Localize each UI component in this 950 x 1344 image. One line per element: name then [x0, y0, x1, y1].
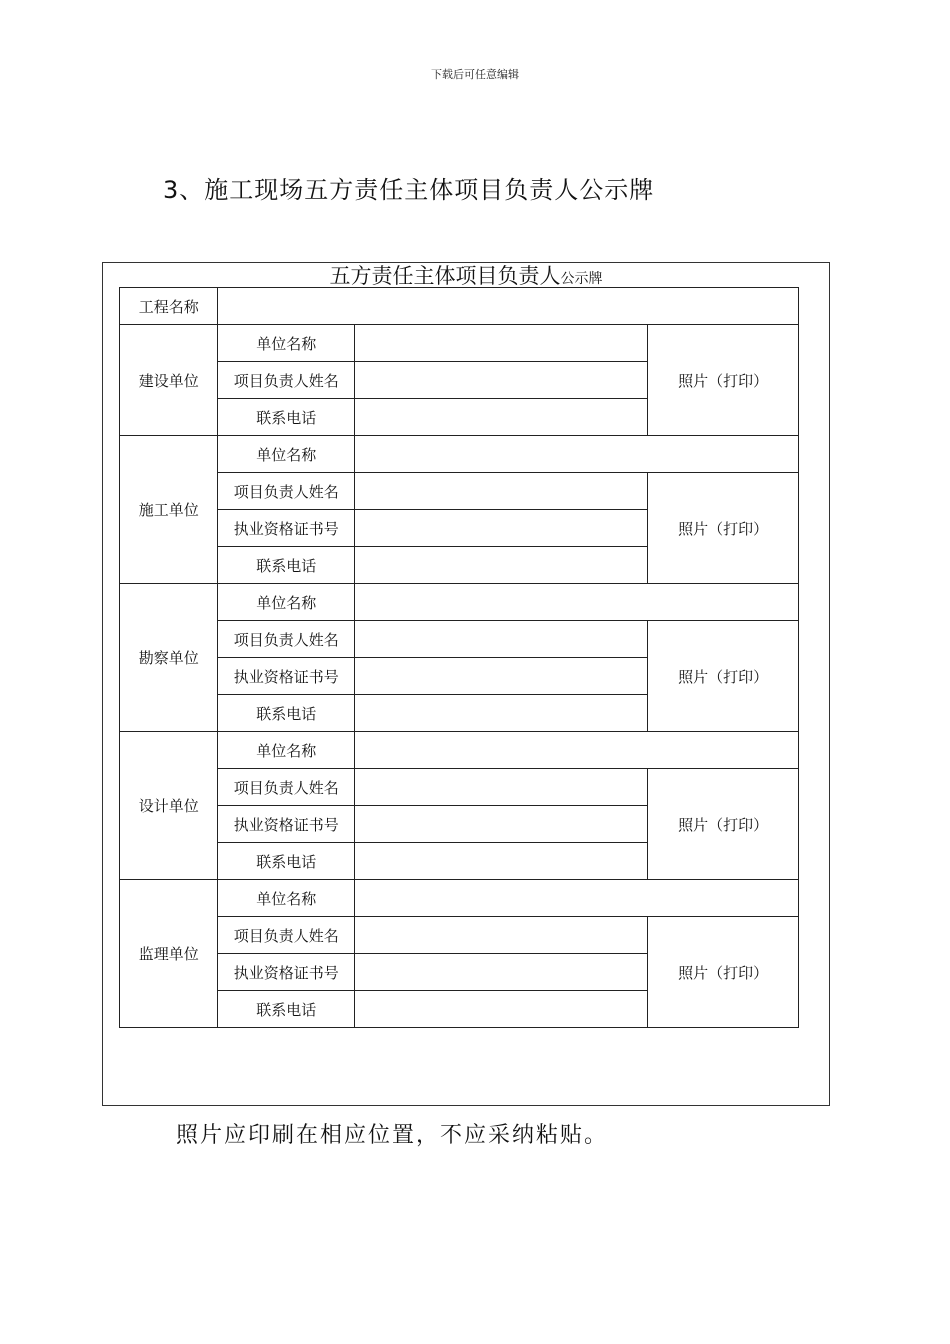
phone-label: 联系电话 — [218, 547, 355, 584]
table-row — [120, 473, 799, 510]
phone-label: 联系电话 — [218, 991, 355, 1028]
unit-name-field[interactable] — [355, 880, 799, 917]
project-name-label: 工程名称 — [120, 288, 218, 325]
phone-field[interactable] — [355, 843, 648, 880]
unit-name-label: 单位名称 — [218, 584, 355, 621]
table-row — [120, 436, 799, 473]
cert-no-field[interactable] — [355, 510, 648, 547]
unit-name-label: 单位名称 — [218, 436, 355, 473]
unit-label-supervision: 监理单位 — [120, 880, 218, 1028]
table-row — [120, 325, 799, 362]
phone-field[interactable] — [355, 399, 648, 436]
table-row — [120, 880, 799, 917]
table-row — [120, 769, 799, 806]
photo-placeholder: 照片（打印） — [648, 325, 799, 436]
cert-no-field[interactable] — [355, 806, 648, 843]
cert-no-label: 执业资格证书号 — [218, 806, 355, 843]
responsibility-table — [119, 287, 799, 1028]
unit-name-field[interactable] — [355, 732, 799, 769]
footnote: 照片应印刷在相应位置，不应采纳粘贴。 — [176, 1123, 609, 1148]
board-title-suffix: 公示牌 — [560, 271, 603, 287]
phone-label: 联系电话 — [218, 695, 355, 732]
manager-name-label: 项目负责人姓名 — [218, 621, 355, 658]
cert-no-label: 执业资格证书号 — [218, 658, 355, 695]
unit-name-field[interactable] — [355, 436, 799, 473]
unit-name-label: 单位名称 — [218, 880, 355, 917]
phone-label: 联系电话 — [218, 399, 355, 436]
phone-field[interactable] — [355, 695, 648, 732]
table-row — [120, 621, 799, 658]
header-note: 下载后可任意编辑 — [431, 68, 519, 81]
unit-name-label: 单位名称 — [218, 325, 355, 362]
phone-label: 联系电话 — [218, 843, 355, 880]
cert-no-field[interactable] — [355, 954, 648, 991]
public-notice-board — [102, 262, 830, 1106]
cert-no-label: 执业资格证书号 — [218, 510, 355, 547]
table-row — [120, 584, 799, 621]
manager-name-field[interactable] — [355, 621, 648, 658]
manager-name-field[interactable] — [355, 362, 648, 399]
project-name-field[interactable] — [218, 288, 799, 325]
manager-name-label: 项目负责人姓名 — [218, 473, 355, 510]
manager-name-label: 项目负责人姓名 — [218, 362, 355, 399]
cert-no-field[interactable] — [355, 658, 648, 695]
manager-name-label: 项目负责人姓名 — [218, 769, 355, 806]
phone-field[interactable] — [355, 991, 648, 1028]
table-row — [120, 917, 799, 954]
manager-name-label: 项目负责人姓名 — [218, 917, 355, 954]
photo-placeholder: 照片（打印） — [648, 769, 799, 880]
table-row — [120, 732, 799, 769]
manager-name-field[interactable] — [355, 769, 648, 806]
unit-name-label: 单位名称 — [218, 732, 355, 769]
unit-name-field[interactable] — [355, 325, 648, 362]
unit-label-contractor: 施工单位 — [120, 436, 218, 584]
phone-field[interactable] — [355, 547, 648, 584]
manager-name-field[interactable] — [355, 473, 648, 510]
unit-name-field[interactable] — [355, 584, 799, 621]
section-title: 3、施工现场五方责任主体项目负责人公示牌 — [163, 176, 655, 204]
unit-label-construction-owner: 建设单位 — [120, 325, 218, 436]
manager-name-field[interactable] — [355, 917, 648, 954]
board-title-main: 五方责任主体项目负责人 — [329, 264, 561, 288]
unit-label-survey: 勘察单位 — [120, 584, 218, 732]
photo-placeholder: 照片（打印） — [648, 917, 799, 1028]
table-row-project — [120, 288, 799, 325]
photo-placeholder: 照片（打印） — [648, 473, 799, 584]
photo-placeholder: 照片（打印） — [648, 621, 799, 732]
unit-label-design: 设计单位 — [120, 732, 218, 880]
cert-no-label: 执业资格证书号 — [218, 954, 355, 991]
